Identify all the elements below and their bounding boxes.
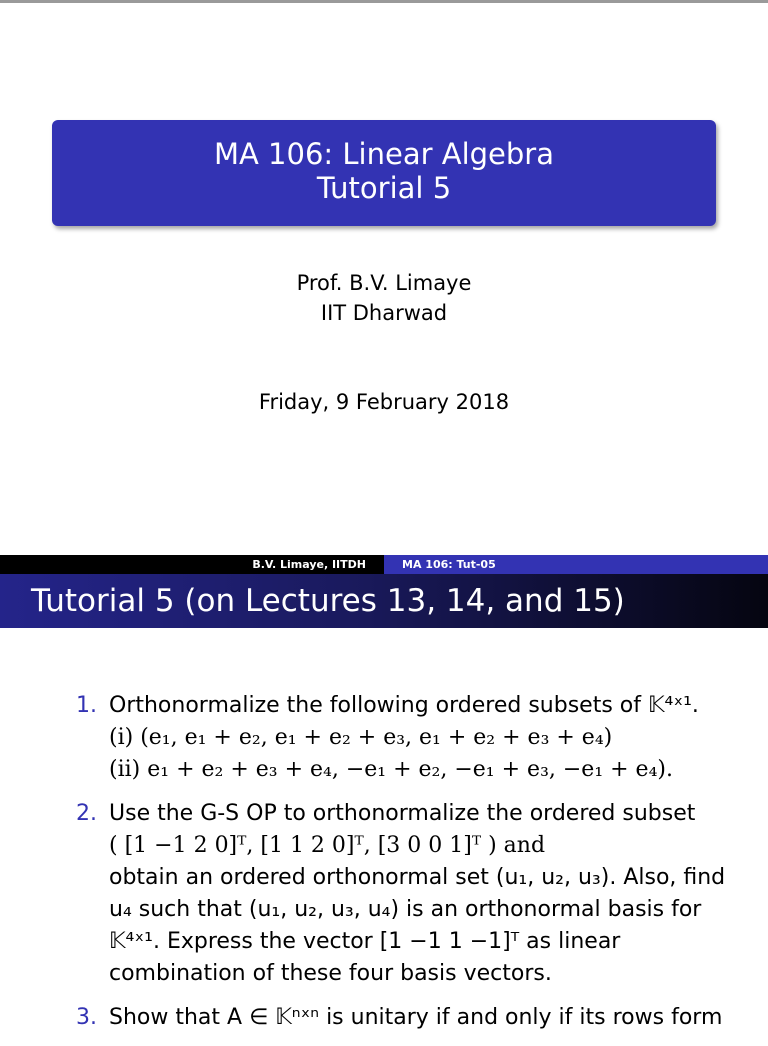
presentation-date: Friday, 9 February 2018 [258,390,510,414]
footer-course: MA 106: Tut-05 [384,555,768,574]
title-box [52,120,716,226]
exercise-line: 𝕂⁴ˣ¹. Express the vector [1 −1 1 −1]ᵀ as linear [109,929,621,954]
exercise-line: Show that A ∈ 𝕂ⁿˣⁿ is unitary if and only if its rows form [109,1005,723,1030]
title-main: MA 106: Linear Algebra [213,137,554,171]
exercise-number: 1. [76,693,97,718]
author-block [0,268,768,328]
exercise-line: (ii) e₁ + e₂ + e₃ + e₄, −e₁ + e₂, −e₁ + e₃, −e₁ + e₄). [109,757,673,782]
title-subtitle: Tutorial 5 [316,171,452,205]
footer-author: B.V. Limaye, IITDH [0,555,384,574]
exercise-item [76,798,756,990]
author-name: Prof. B.V. Limaye [296,271,472,295]
exercise-line: u₄ such that (u₁, u₂, u₃, u₄) is an orthonormal basis for [109,897,702,922]
footer-bar [0,555,768,574]
frame-title: Tutorial 5 (on Lectures 13, 14, and 15) [0,574,768,628]
exercise-item [76,690,756,786]
exercise-line: ( [1 −1 2 0]ᵀ, [1 1 2 0]ᵀ, [3 0 0 1]ᵀ ) and [109,833,546,858]
exercise-line: (i) (e₁, e₁ + e₂, e₁ + e₂ + e₃, e₁ + e₂ + e₃ + e₄) [109,725,613,750]
exercise-line: Orthonormalize the following ordered subsets of 𝕂⁴ˣ¹. [109,693,699,718]
exercise-item [76,1002,756,1034]
top-rule [0,0,768,3]
exercise-line: Use the G-S OP to orthonormalize the ordered subset [109,801,696,826]
author-institute: IIT Dharwad [320,301,448,325]
exercise-number: 2. [76,801,97,826]
exercise-line: combination of these four basis vectors. [109,961,552,986]
exercise-number: 3. [76,1005,97,1030]
exercise-line: obtain an ordered orthonormal set (u₁, u₂, u₃). Also, find [109,865,726,890]
exercise-list [76,690,756,1046]
